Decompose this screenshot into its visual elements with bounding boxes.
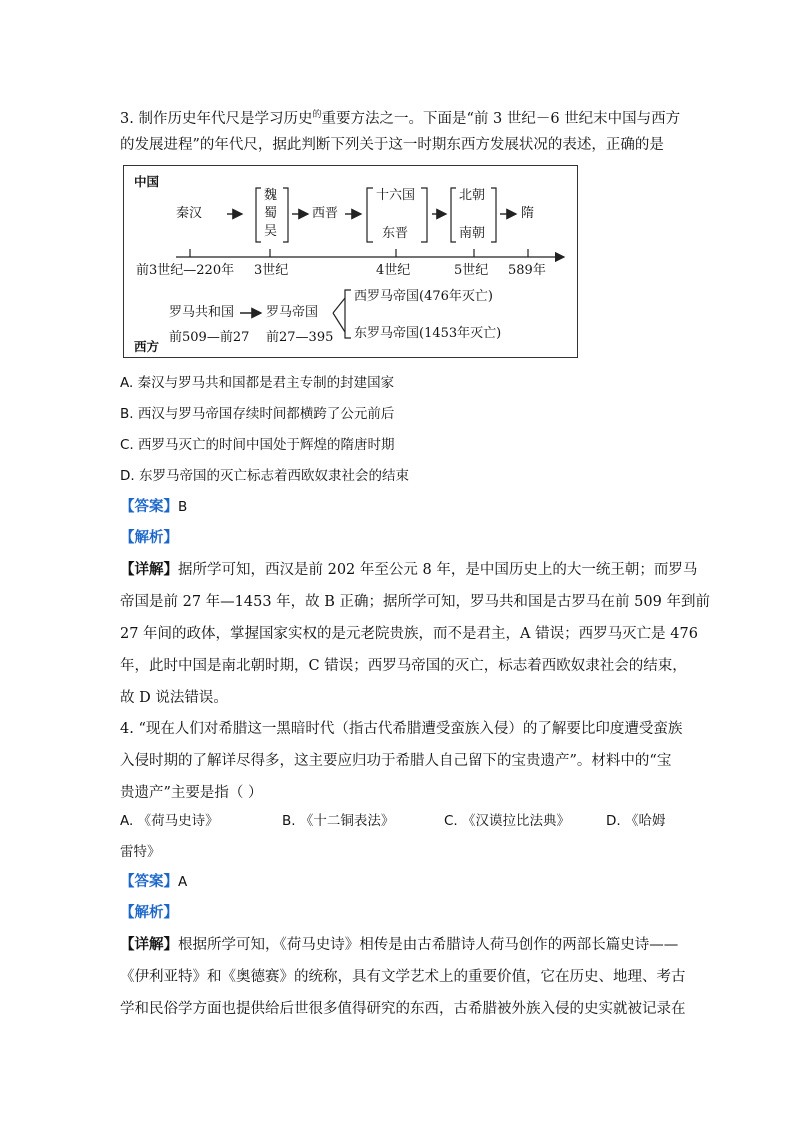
label-shu: 蜀: [264, 206, 278, 221]
bracket-shiliuguo-right: [421, 188, 427, 242]
q3-stem-text-2: 的发展进程”的年代尺，据此判断下列关于这一时期东西方发展状况的表述，正确的是: [120, 137, 664, 153]
q3-option-c: C. 西罗马灭亡的时间中国处于辉煌的隋唐时期: [120, 437, 395, 453]
q3-detail-line-1: [120, 560, 697, 580]
q3-answer: [120, 497, 187, 517]
q3-detail-line-4: 年，此时中国是南北朝时期，C 错误；西罗马帝国的灭亡，标志着西欧奴隶社会的结束，: [120, 658, 687, 674]
q3-detail-line-3: 27 年间的政体，掌握国家实权的是元老院贵族，而不是君主，A 错误；西罗马灭亡是 476: [120, 626, 698, 642]
q3-detail-line-5: 故 D 说法错误。: [120, 690, 228, 706]
q4-detail-line-3: 学和民俗学方面也提供给后世很多值得研究的东西，古希腊被外族入侵的史实就被记录在: [120, 1001, 686, 1017]
q3-option-d: D. 东罗马帝国的灭亡标志着西欧奴隶社会的结束: [120, 468, 409, 484]
label-dongjin: 东晋: [382, 226, 409, 241]
tick-label-2: 3世纪: [254, 263, 289, 278]
q4-options-row: [120, 811, 680, 831]
label-nanchao: 南朝: [459, 226, 486, 241]
q3-answer-value: B: [178, 499, 188, 515]
q3-detail-text-1: 据所学可知，西汉是前 202 年至公元 8 年，是中国历史上的大一统王朝；而罗马: [178, 562, 698, 578]
bracket-sanguo-right: [283, 188, 288, 242]
bracket-rome-split: [345, 290, 351, 338]
q4-answer-label: 【答案】: [120, 873, 178, 890]
q4-option-a: A. 《荷马史诗》: [120, 813, 219, 829]
west-label: 西方: [134, 339, 160, 354]
q4-detail-text-1: 根据所学可知，《荷马史诗》相传是由古希腊诗人荷马创作的两部长篇史诗——: [178, 937, 679, 953]
tick-label-1: 前3世纪—220年: [136, 263, 235, 278]
branch-east: [333, 313, 345, 332]
q4-stem-line-3: 贵遗产”主要是指（ ）: [120, 785, 263, 801]
tick-label-3: 4世纪: [376, 263, 411, 278]
q4-detail-label: 【详解】: [120, 936, 178, 953]
label-roman-republic-years: 前509—前27: [169, 330, 250, 345]
label-wei: 魏: [264, 188, 278, 203]
q3-option-a: A. 秦汉与罗马共和国都是君主专制的封建国家: [120, 375, 395, 391]
label-roman-empire-years: 前27—395: [266, 330, 334, 345]
q4-option-d: D. 《哈姆: [606, 813, 666, 829]
q3-analysis-heading: 【解析】: [120, 529, 178, 546]
china-label: 中国: [134, 174, 160, 189]
label-wu: 吴: [264, 224, 278, 239]
q3-stem-text: 3. 制作历史年代尺是学习历史: [120, 111, 313, 127]
q4-stem-line-2: 入侵时期的了解详尽得多，这主要应归功于希腊人自己留下的宝贵遗产”。材料中的“宝: [120, 753, 672, 769]
label-roman-empire: 罗马帝国: [266, 305, 319, 320]
label-roman-republic: 罗马共和国: [169, 305, 235, 320]
label-beichao: 北朝: [459, 188, 486, 203]
tick-label-5: 589年: [508, 263, 546, 278]
bracket-beichao-right: [491, 188, 496, 242]
q4-analysis-heading: 【解析】: [120, 904, 178, 921]
q4-stem-line-1: 4. “现在人们对希腊这一黑暗时代（指古代希腊遭受蛮族入侵）的了解要比印度遭受蛮族: [120, 721, 683, 737]
timeline-figure: [123, 165, 578, 358]
tick-label-4: 5世纪: [454, 263, 489, 278]
q3-stem-line-2: [120, 135, 664, 155]
label-eastern-roman: 东罗马帝国(1453年灭亡): [354, 326, 502, 341]
branch-west: [333, 298, 345, 313]
q3-analysis-label: [120, 528, 178, 548]
label-western-roman: 西罗马帝国(476年灭亡): [354, 289, 493, 304]
q3-option-b: B. 西汉与罗马帝国存续时间都横跨了公元前后: [120, 406, 395, 422]
q4-option-b: B. 《十二铜表法》: [282, 813, 395, 829]
q4-option-c: C. 《汉谟拉比法典》: [444, 813, 571, 829]
bracket-sanguo-left: [256, 188, 261, 242]
q4-analysis-label: [120, 903, 178, 923]
bracket-shiliuguo-left: [367, 188, 373, 242]
label-qinhan: 秦汉: [176, 206, 203, 221]
q3-detail-line-2: 帝国是前 27 年—1453 年，故 B 正确；据所学可知，罗马共和国是古罗马在前 509 年到前: [120, 594, 710, 610]
q3-stem-text-b: 重要方法之一。下面是“前 3 世纪－6 世纪末中国与西方: [321, 111, 681, 127]
label-sui: 隋: [521, 206, 535, 221]
label-shiliuguo: 十六国: [376, 188, 416, 203]
label-xijin: 西晋: [312, 206, 339, 221]
q3-stem-sup: 的: [312, 110, 322, 120]
q4-option-d-cont: 雷特》: [120, 844, 161, 860]
q4-answer: [120, 872, 187, 892]
q4-detail-line-2: 《伊利亚特》和《奥德赛》的统称，具有文学艺术上的重要价值，它在历史、地理、考古: [120, 969, 686, 985]
bracket-beichao-left: [451, 188, 456, 242]
q4-answer-value: A: [178, 874, 188, 890]
q4-detail-line-1: [120, 935, 678, 955]
q3-detail-label: 【详解】: [120, 561, 178, 578]
q3-stem-line-1: [120, 105, 680, 129]
q3-answer-label: 【答案】: [120, 498, 178, 515]
